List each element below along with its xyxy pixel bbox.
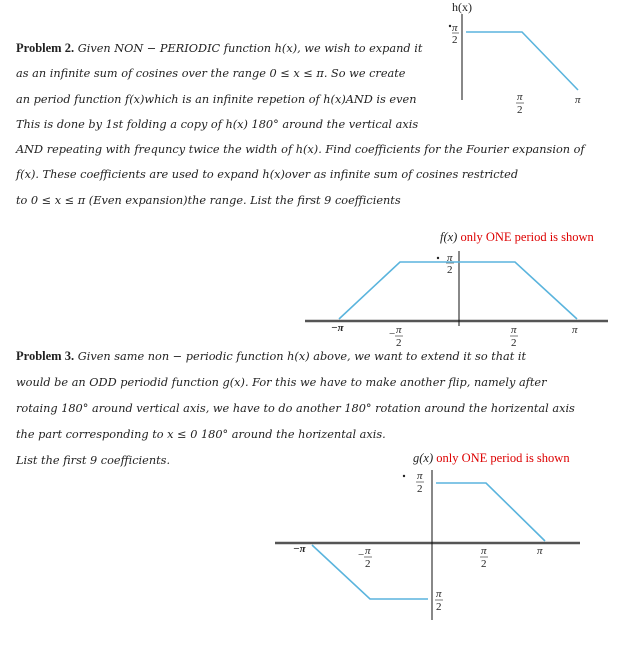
graph-g-curve-pos <box>436 483 545 541</box>
svg-text:2: 2 <box>436 601 442 613</box>
graph-g-xtick-pi: π <box>537 545 543 557</box>
problem3-line-2: rotaing 180° around vertical axis, we have to do another 180° rotation around the horizental axis <box>16 402 575 415</box>
svg-text:π: π <box>417 470 423 482</box>
svg-text:2: 2 <box>481 558 487 570</box>
problem2-line-4: AND repeating with frequncy twice the width of h(x). Find coefficients for the Fourier expansion of <box>16 143 585 156</box>
graph-g-ytick-pos <box>416 470 424 495</box>
svg-text:π: π <box>396 324 402 336</box>
graph-g-xtick-neg-pi: −π <box>293 543 306 555</box>
graph-f-xtick-neg-pi: −π <box>331 322 344 334</box>
problem2-line-2: an period function f(x)which is an infinite repetion of h(x)AND is even <box>16 93 417 106</box>
problem3-label: Problem 3. <box>16 349 75 363</box>
svg-text:2: 2 <box>517 104 523 116</box>
problem3-line-3: the part corresponding to x ≤ 0 180° around the horizental axis. <box>16 428 386 441</box>
svg-text:π: π <box>452 22 458 34</box>
svg-text:2: 2 <box>452 34 458 46</box>
problem2-line-5: f(x). These coefficients are used to expand h(x)over as infinite sum of cosines restricted <box>16 168 519 181</box>
problem2-line-6: to 0 ≤ x ≤ π (Even expansion)the range. List the first 9 coefficients <box>16 194 401 207</box>
svg-text:2: 2 <box>396 337 402 349</box>
graph-h-ylabel: h(x) <box>452 0 472 14</box>
problem2-line-1: as an infinite sum of cosines over the range 0 ≤ x ≤ π. So we create <box>16 67 406 80</box>
svg-text:π: π <box>436 588 442 600</box>
svg-text:−: − <box>358 549 365 561</box>
svg-text:π: π <box>481 545 487 557</box>
svg-text:π: π <box>447 252 453 264</box>
svg-text:−: − <box>389 328 396 340</box>
svg-text:2: 2 <box>447 264 453 276</box>
problem3-line-0: Problem 3. Given same non − periodic function h(x) above, we want to extend it so that it <box>16 349 527 363</box>
problem2-label: Problem 2. <box>16 41 75 55</box>
svg-text:π: π <box>365 545 371 557</box>
problem2-line-0: Problem 2. Given NON − PERIODIC function h(x), we wish to expand it <box>16 41 423 55</box>
problem3-line-1: would be an ODD periodid function g(x). For this we have to make another flip, namely after <box>16 376 547 389</box>
problem2-line-3: This is done by 1st folding a copy of h(x) 180° around the vertical axis <box>16 118 419 131</box>
graph-f-caption: f(x) only ONE period is shown <box>440 230 594 244</box>
svg-text:2: 2 <box>365 558 371 570</box>
graph-g-caption: g(x) only ONE period is shown <box>413 451 570 465</box>
graph-g-xtick-half-pi <box>480 545 488 570</box>
problem3-line-4: List the first 9 coefficients. <box>16 454 171 467</box>
graph-g-ytick-neg <box>435 588 443 613</box>
svg-text:2: 2 <box>511 337 517 349</box>
graph-g-xtick-neg-half-pi <box>358 545 372 570</box>
graph-h-xtick-pi: π <box>575 94 581 106</box>
graph-f-xtick-pi: π <box>572 324 578 336</box>
svg-text:π: π <box>517 91 523 103</box>
svg-text:2: 2 <box>417 483 423 495</box>
svg-text:π: π <box>511 324 517 336</box>
